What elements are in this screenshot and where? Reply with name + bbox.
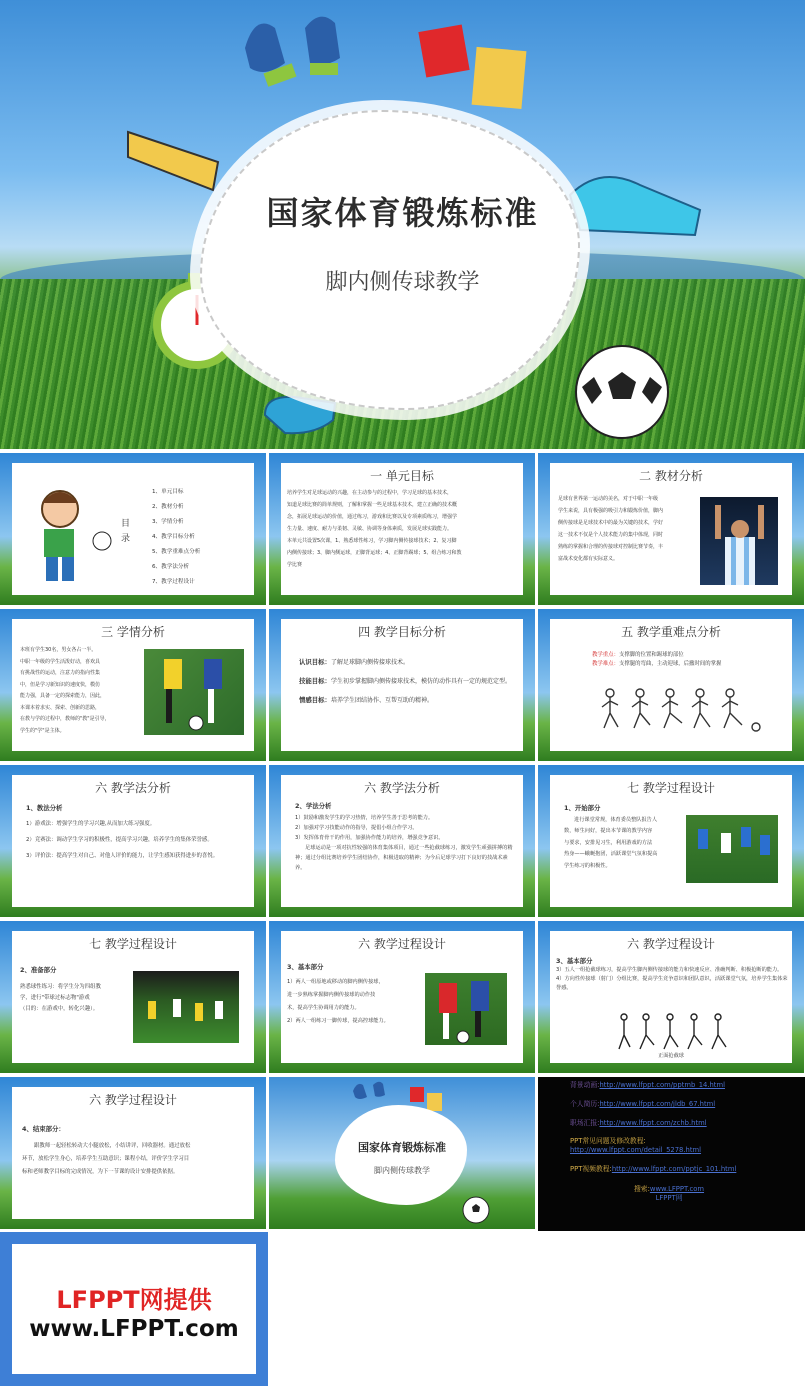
method-item: 1）鼓励和激发学生的学习热情，培养学生善于思考的能力。 [295, 815, 434, 821]
link-label: 背景动画: [570, 1081, 600, 1089]
links-panel [538, 1077, 805, 1231]
mini-title-cloud [335, 1105, 467, 1205]
para-line: 环节，放松学生身心，培养学生互助意识；课程小结，评价学生学习目 [22, 1156, 190, 1162]
para-line: 知道足球比赛的简单规则，了解和掌握一些足球基本技术，建立正确的技术概 [287, 502, 458, 508]
para-line: 热身——蛾蜒抱团，活跃课堂气氛和提高 [564, 851, 658, 857]
slide-title: 六 教学过程设计 [627, 937, 715, 951]
toc-item[interactable]: 7、教学过程设计 [152, 579, 195, 585]
slide-title: 六 教学过程设计 [89, 1093, 177, 1107]
method-item: 3）评价法：提高学生对自己、对他人评价的能力，让学生感知获得进步的喜悦。 [26, 853, 219, 859]
slide-title: 六 教学法分析 [364, 781, 440, 795]
para-line: 3）五人一组抢截球练习，提高学生脚内侧传接球的能力和快速反应、准确判断、积极抢断的能力。 [556, 967, 783, 973]
slide-unit-goal[interactable] [269, 453, 535, 605]
slide-material[interactable] [538, 453, 804, 605]
key-text: 支撑脚的位置和踢球的部位 [618, 652, 684, 658]
brand-line-2[interactable]: www.LFPPT.com [29, 1316, 239, 1342]
para-line: 内侧传接球；3、脚内侧运球，正脚背运球；4、正脚背踢球；5、组合练习和教 [287, 550, 462, 556]
slide-student-analysis[interactable] [0, 609, 266, 761]
link-url[interactable]: http://www.lfppt.com/pptjc_101.html [611, 1165, 737, 1173]
hard-text: 支撑腿的弯曲，主动迎球，后撤时间的掌握 [618, 661, 722, 667]
para-line: 中职一年级的学生活泼好动，喜欢具 [20, 658, 101, 665]
para-line: 念，拓展足球运动的价值，通过练习，游戏和比赛以及专项素质练习，增强学 [287, 514, 458, 520]
boy-footballer-illustration [22, 481, 112, 596]
link-label: PPT常见问题及修改教程: [570, 1137, 646, 1145]
match-photo [425, 973, 507, 1045]
link-label: 个人简历: [570, 1100, 600, 1108]
link-url[interactable]: http://www.lfppt.com/detail_5278.html [570, 1146, 702, 1154]
hero-slide [0, 0, 805, 449]
link-url[interactable]: http://www.lfppt.com/pptmb_14.html [599, 1081, 725, 1089]
slide-teaching-method-a[interactable] [0, 765, 266, 917]
section-heading: 2、准备部分 [20, 966, 57, 974]
toc-item[interactable]: 1、单元目标 [152, 489, 184, 495]
para-line: 标和老师教学目标的完成情况，为下一节课的设计安排提供依据。 [22, 1169, 179, 1175]
toc-item[interactable]: 2、教材分析 [152, 504, 184, 510]
toc-item[interactable]: 5、教学重难点分析 [152, 549, 201, 555]
toc-title: 目录 [121, 519, 131, 544]
search-url[interactable]: www.LFPPT.com [649, 1185, 705, 1193]
section-heading: 2、学法分析 [295, 802, 332, 810]
yellow-card-icon [470, 45, 530, 115]
hard-label: 教学难点： [592, 661, 619, 667]
toc-list [152, 485, 200, 590]
section-heading: 3、基本部分 [287, 963, 324, 971]
tackling-illustration [616, 1011, 736, 1055]
para-line: 学生的"学"是主体。 [20, 727, 65, 734]
para-line: 中，但是学习新知识的速度快，模仿 [20, 681, 101, 688]
para-line: 足球有世界第一运动的美名，对于中职一年级 [558, 496, 659, 502]
objective-text: 了解足球脚内侧传接球技术。 [330, 659, 409, 666]
slide-key-points[interactable] [538, 609, 804, 761]
objective-label: 认识目标： [299, 658, 331, 666]
link-label: PPT视频教程: [570, 1165, 612, 1173]
match-photo [686, 815, 778, 883]
toc-item[interactable]: 4、教学目标分析 [152, 534, 195, 540]
goalkeeper-gloves-icon [235, 8, 355, 98]
hero-title: 国家体育锻炼标准 [266, 194, 539, 232]
method-item: 1）游戏法：增强学生的学习兴趣,从而加大练习强度。 [26, 821, 156, 827]
para-line: 本课本着求实、探索、创新的思路， [20, 704, 101, 711]
slide-toc[interactable] [0, 453, 266, 605]
para-line: 1）两人一组原地或移动的脚内侧传接球， [287, 979, 384, 985]
search-label: 搜索: [634, 1185, 650, 1193]
toc-item[interactable]: 6、教学法分析 [152, 564, 190, 570]
slide-process-start[interactable] [538, 765, 804, 917]
para-line: 富战术变化都有实际意义。 [558, 556, 619, 562]
slide-title: 二 教材分析 [639, 469, 703, 483]
para-line: 跟教师一起轻松转动大小腿放松，小结讲评，回收器材。通过放松 [34, 1143, 191, 1149]
method-paragraph: 足球运动是一项对抗性较强的体育集体项目，通过一些抢截球练习，激发学生顽强拼搏的精神；通过分组比赛培养学生团结协作，积极进取的精神；为今后足球学习打下良好的技战术素养。 [295, 845, 513, 871]
para-line: 熟练的掌握和合理的传接球对控制比赛节奏，丰 [558, 544, 664, 550]
match-photo [133, 971, 239, 1043]
para-line: 数，师生问好，提出本节课的教学内容 [564, 828, 653, 834]
section-heading: 4、结束部分： [22, 1125, 65, 1133]
slide-title: 三 学情分析 [101, 625, 165, 639]
mini-title: 国家体育锻炼标准 [358, 1141, 446, 1154]
para-line: 学，进行"带球过标志物"游戏 [20, 995, 90, 1001]
link-label: 职场汇报: [570, 1119, 600, 1127]
soccer-ball-icon [461, 1195, 491, 1225]
para-line: 2）两人一组练习一脚传球，提高控球能力。 [287, 1018, 389, 1024]
para-line: 熟悉球性练习：将学生分为四组教 [20, 984, 101, 990]
para-line: 与要求，安排见习生，利用游戏的方法 [564, 839, 653, 846]
soccer-ball-icon [572, 342, 672, 442]
slide-teaching-method-b[interactable] [269, 765, 535, 917]
illustration-caption: 正面抢截球 [658, 1053, 684, 1059]
para-line: 学生练习的积极性。 [564, 862, 611, 869]
slide-title: 七 教学过程设计 [89, 937, 177, 951]
section-heading: 1、教法分析 [26, 804, 63, 812]
slide-title: 四 教学目标分析 [358, 625, 446, 639]
para-line: 术，提高学生协调用力的能力。 [287, 1005, 360, 1011]
para-line: 学生来说，具有极强的吸引力和锻炼价值，脚内 [558, 508, 664, 514]
brand-line-1: LFPPT网提供 [56, 1286, 212, 1314]
para-line: 4）方向性传接球（射门）分组比赛，提高学生竞争意识和团队意识，活跃课堂气氛，培养学生集体荣誉感。 [556, 976, 788, 991]
objective-text: 培养学生团结协作、互帮互助的精神。 [330, 697, 433, 704]
slide-title: 六 教学过程设计 [358, 937, 446, 951]
slide-process-end[interactable] [0, 1077, 266, 1229]
slide-title: 六 教学法分析 [95, 781, 171, 795]
para-line: 能力强，具备一定的探索能力，因此， [20, 693, 106, 699]
slide-title: 七 教学过程设计 [627, 781, 715, 795]
objective-label: 情感目标： [299, 696, 331, 704]
passing-sequence-illustration [598, 683, 768, 738]
search-brand: LFPPT网 [655, 1194, 683, 1202]
slide-process-basic-b[interactable] [538, 921, 804, 1073]
goalkeeper-gloves-icon [349, 1079, 389, 1107]
para-line: 本单元共设置5次课，1、熟悉球性练习，学习脚内侧传接球技术；2、复习脚 [287, 538, 457, 544]
section-heading: 1、开始部分 [564, 804, 601, 812]
match-photo [144, 649, 244, 735]
para-line: 这一技术不仅是个人技术能力的集中体现，同时 [558, 532, 664, 538]
title-cloud [200, 110, 580, 410]
para-line: 学比赛 [287, 562, 303, 568]
para-line: 在教与学的过程中，教师的"教"是引导， [20, 716, 110, 722]
para-line: 有挑战性的运动，注意力的指向性集 [20, 670, 101, 676]
para-line: 生力量、速度、耐力与柔韧、灵敏、协调等身体素质，发展足球实践能力。 [287, 526, 453, 532]
toc-item[interactable]: 3、学情分析 [152, 519, 184, 525]
para-line: 进一步熟练掌握脚内侧传接球的动作技 [287, 992, 376, 998]
hero-subtitle: 脚内侧传球教学 [325, 270, 480, 295]
key-label: 教学重点： [592, 652, 619, 658]
mini-subtitle: 脚内侧传球教学 [374, 1166, 430, 1175]
objective-text: 学生初步掌握脚内侧传接球技术，模仿的动作具有一定的规范定型。 [330, 678, 511, 685]
slide-title: 一 单元目标 [370, 469, 434, 483]
para-line: 本班有学生30名，男女各占一半。 [20, 647, 97, 653]
method-item: 2）加强对学习技能动作的指导，提倡小组合作学习。 [295, 825, 418, 831]
slide-title: 五 教学重难点分析 [621, 625, 721, 639]
method-item: 2）竞赛法：调动学生学习的积极性，提高学习兴趣，培养学生的集体荣誉感。 [26, 837, 213, 843]
section-heading: 3、基本部分 [556, 957, 593, 965]
para-line: 培养学生对足球运动的兴趣，在主动参与的过程中，学习足球的基本技术， [287, 490, 453, 496]
link-url[interactable]: http://www.lfppt.com/zchb.html [599, 1119, 707, 1127]
link-url[interactable]: http://www.lfppt.com/jldb_67.html [599, 1100, 716, 1108]
player-photo [700, 497, 778, 585]
para-line: 进行课堂常规，体育委员整队报告人 [574, 816, 658, 823]
slide-process-prep[interactable] [0, 921, 266, 1073]
slide-objective-analysis[interactable] [269, 609, 535, 761]
para-line: （目的：在游戏中，转化兴趣）。 [20, 1006, 99, 1012]
slide-process-basic-a[interactable] [269, 921, 535, 1073]
red-card-icon [418, 24, 478, 79]
slide-closing[interactable] [269, 1077, 535, 1229]
objective-label: 技能目标： [299, 677, 331, 685]
brand-panel [0, 1232, 268, 1386]
method-item: 3）发挥体育骨干的作用，加强协作能力的培养，增强竞争意识。 [295, 835, 444, 841]
para-line: 侧传接球是足球技术中的最为关键的技术，学好 [558, 520, 664, 526]
